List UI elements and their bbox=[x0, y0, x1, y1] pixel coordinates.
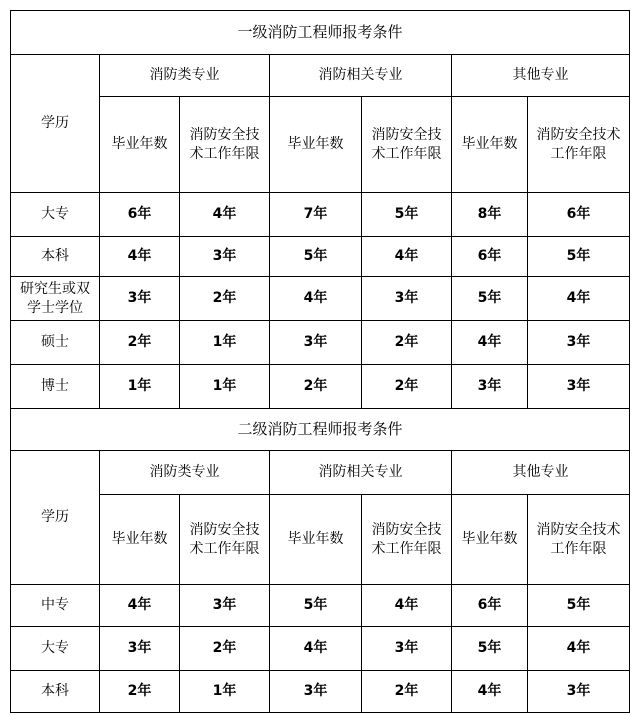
value-cell: 1年 bbox=[100, 365, 180, 409]
value-cell: 1年 bbox=[180, 365, 270, 409]
value-cell: 1年 bbox=[180, 671, 270, 713]
value-cell: 6年 bbox=[452, 585, 528, 627]
education-header: 学历 bbox=[11, 55, 100, 193]
value-cell: 2年 bbox=[270, 365, 362, 409]
major-group-header: 消防类专业 bbox=[100, 451, 270, 495]
graduation-years-header: 毕业年数 bbox=[100, 97, 180, 193]
degree-cell: 中专 bbox=[11, 585, 100, 627]
value-cell: 3年 bbox=[452, 365, 528, 409]
work-years-header: 消防安全技术工作年限 bbox=[362, 97, 452, 193]
graduation-years-header: 毕业年数 bbox=[270, 495, 362, 585]
value-cell: 5年 bbox=[452, 627, 528, 671]
education-header: 学历 bbox=[11, 451, 100, 585]
value-cell: 5年 bbox=[528, 237, 630, 277]
value-cell: 3年 bbox=[180, 237, 270, 277]
major-group-header: 消防相关专业 bbox=[270, 451, 452, 495]
value-cell: 5年 bbox=[270, 237, 362, 277]
major-group-header: 消防类专业 bbox=[100, 55, 270, 97]
value-cell: 6年 bbox=[528, 193, 630, 237]
table-title: 二级消防工程师报考条件 bbox=[11, 409, 630, 451]
value-cell: 4年 bbox=[270, 277, 362, 321]
value-cell: 3年 bbox=[528, 321, 630, 365]
work-years-header: 消防安全技术工作年限 bbox=[362, 495, 452, 585]
value-cell: 8年 bbox=[452, 193, 528, 237]
value-cell: 3年 bbox=[100, 277, 180, 321]
requirements-table bbox=[10, 10, 630, 713]
value-cell: 1年 bbox=[180, 321, 270, 365]
value-cell: 4年 bbox=[362, 237, 452, 277]
graduation-years-header: 毕业年数 bbox=[100, 495, 180, 585]
major-group-header: 其他专业 bbox=[452, 55, 630, 97]
value-cell: 4年 bbox=[528, 627, 630, 671]
table-title: 一级消防工程师报考条件 bbox=[11, 11, 630, 55]
value-cell: 3年 bbox=[270, 671, 362, 713]
value-cell: 3年 bbox=[528, 365, 630, 409]
major-group-header: 其他专业 bbox=[452, 451, 630, 495]
value-cell: 2年 bbox=[100, 321, 180, 365]
value-cell: 5年 bbox=[270, 585, 362, 627]
value-cell: 4年 bbox=[362, 585, 452, 627]
work-years-header: 消防安全技术工作年限 bbox=[180, 97, 270, 193]
graduation-years-header: 毕业年数 bbox=[452, 495, 528, 585]
value-cell: 2年 bbox=[362, 671, 452, 713]
work-years-header: 消防安全技术工作年限 bbox=[180, 495, 270, 585]
degree-cell: 大专 bbox=[11, 627, 100, 671]
value-cell: 3年 bbox=[180, 585, 270, 627]
value-cell: 5年 bbox=[528, 585, 630, 627]
value-cell: 7年 bbox=[270, 193, 362, 237]
value-cell: 4年 bbox=[100, 237, 180, 277]
work-years-header: 消防安全技术工作年限 bbox=[528, 495, 630, 585]
value-cell: 3年 bbox=[528, 671, 630, 713]
degree-cell: 博士 bbox=[11, 365, 100, 409]
graduation-years-header: 毕业年数 bbox=[452, 97, 528, 193]
degree-cell: 本科 bbox=[11, 237, 100, 277]
value-cell: 2年 bbox=[180, 627, 270, 671]
degree-cell: 大专 bbox=[11, 193, 100, 237]
work-years-header: 消防安全技术工作年限 bbox=[528, 97, 630, 193]
value-cell: 4年 bbox=[180, 193, 270, 237]
value-cell: 3年 bbox=[362, 277, 452, 321]
value-cell: 3年 bbox=[362, 627, 452, 671]
major-group-header: 消防相关专业 bbox=[270, 55, 452, 97]
value-cell: 4年 bbox=[452, 671, 528, 713]
value-cell: 2年 bbox=[362, 365, 452, 409]
value-cell: 3年 bbox=[270, 321, 362, 365]
value-cell: 5年 bbox=[452, 277, 528, 321]
value-cell: 4年 bbox=[270, 627, 362, 671]
value-cell: 4年 bbox=[528, 277, 630, 321]
degree-cell: 本科 bbox=[11, 671, 100, 713]
degree-cell: 硕士 bbox=[11, 321, 100, 365]
value-cell: 2年 bbox=[362, 321, 452, 365]
graduation-years-header: 毕业年数 bbox=[270, 97, 362, 193]
value-cell: 6年 bbox=[100, 193, 180, 237]
value-cell: 3年 bbox=[100, 627, 180, 671]
value-cell: 4年 bbox=[100, 585, 180, 627]
value-cell: 2年 bbox=[180, 277, 270, 321]
degree-cell: 研究生或双学士学位 bbox=[11, 277, 100, 321]
value-cell: 5年 bbox=[362, 193, 452, 237]
value-cell: 4年 bbox=[452, 321, 528, 365]
value-cell: 2年 bbox=[100, 671, 180, 713]
value-cell: 6年 bbox=[452, 237, 528, 277]
